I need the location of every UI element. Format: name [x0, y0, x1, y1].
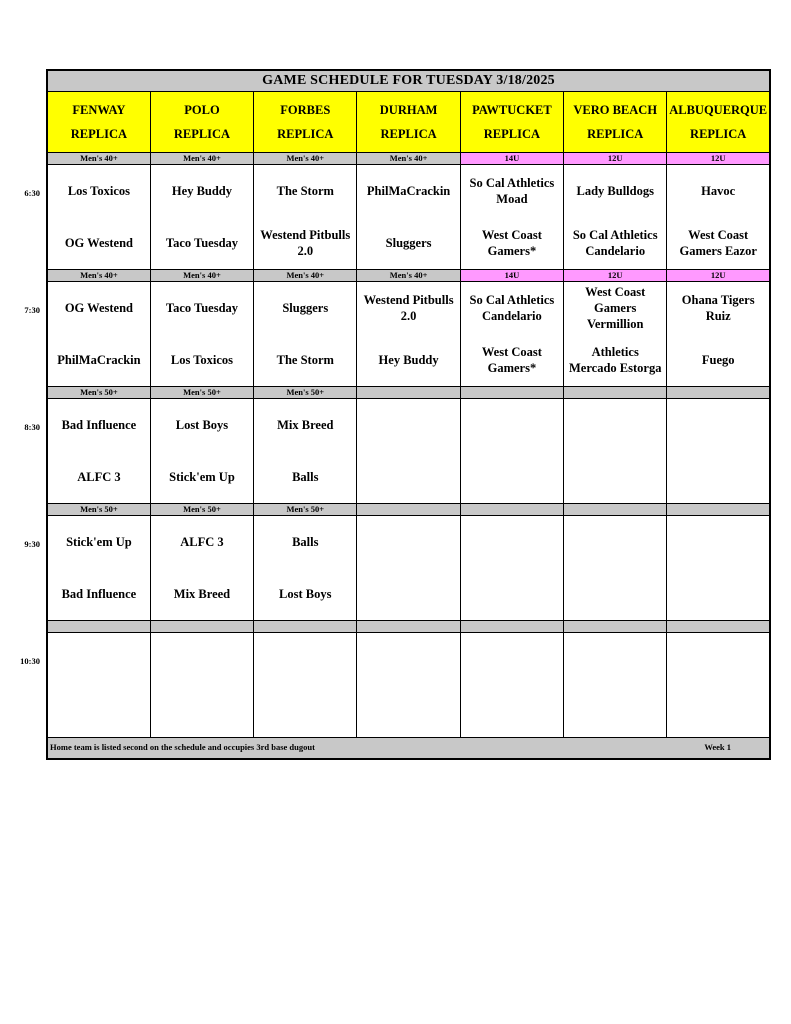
home-team: Balls [292, 470, 319, 484]
game-cell [564, 633, 667, 738]
field-subtitle: REPLICA [690, 127, 747, 141]
game-cell [357, 399, 460, 504]
division-row [47, 387, 770, 399]
game-cell [460, 399, 563, 504]
home-team: West Coast Gamers* [481, 345, 542, 375]
away-team: Lost Boys [175, 418, 229, 432]
division-label [150, 621, 253, 633]
division-row [47, 270, 770, 282]
schedule-sheet [46, 69, 771, 760]
division-label [460, 387, 563, 399]
home-team: Hey Buddy [378, 353, 439, 367]
division-label [667, 621, 770, 633]
game-cell [667, 165, 770, 270]
home-team [357, 451, 459, 503]
game-cell [254, 165, 357, 270]
game-cell [460, 165, 563, 270]
home-team [357, 685, 459, 737]
game-row [47, 399, 770, 504]
away-team [564, 633, 666, 685]
home-team: Mix Breed [173, 587, 231, 601]
field-name: PAWTUCKET [472, 103, 552, 117]
away-team: Balls [292, 535, 319, 549]
game-cell [150, 516, 253, 621]
away-team [667, 399, 769, 451]
game-cell [254, 516, 357, 621]
game-cell [47, 282, 150, 387]
away-team: The Storm [276, 184, 334, 198]
away-team: Sluggers [282, 301, 329, 315]
field-header-3 [254, 92, 357, 153]
game-row [47, 516, 770, 621]
game-row [47, 165, 770, 270]
field-subtitle: REPLICA [173, 127, 231, 141]
footer-row [47, 738, 770, 760]
field-name: FORBES [280, 103, 331, 117]
division-label: 12U [564, 270, 667, 282]
field-name: VERO BEACH [573, 103, 658, 117]
time-label: 9:30 [24, 538, 40, 549]
field-subtitle: REPLICA [70, 127, 128, 141]
game-cell [667, 633, 770, 738]
field-subtitle: REPLICA [277, 127, 334, 141]
field-header-1 [47, 92, 150, 153]
division-label: 12U [667, 153, 770, 165]
home-team: West Coast Gamers Eazor [679, 228, 757, 258]
division-label: Men's 40+ [150, 153, 253, 165]
division-row [47, 504, 770, 516]
division-label [564, 387, 667, 399]
game-cell [150, 282, 253, 387]
home-team: So Cal Athletics Candelario [572, 228, 658, 258]
away-team: Westend Pitbulls 2.0 [363, 293, 454, 323]
division-label [47, 621, 150, 633]
away-team: Hey Buddy [171, 184, 233, 198]
home-team: Lost Boys [279, 587, 332, 601]
division-label [254, 621, 357, 633]
game-cell [150, 399, 253, 504]
home-team: Sluggers [385, 236, 432, 250]
division-row [47, 621, 770, 633]
division-label: Men's 40+ [150, 270, 253, 282]
division-label: 14U [460, 153, 563, 165]
division-label [460, 621, 563, 633]
field-subtitle: REPLICA [380, 127, 437, 141]
field-subtitle: REPLICA [483, 127, 541, 141]
game-cell [564, 282, 667, 387]
game-row [47, 633, 770, 738]
division-label: Men's 40+ [254, 270, 357, 282]
away-team: Havoc [701, 184, 736, 198]
home-team: Athletics Mercado Estorga [568, 345, 662, 375]
away-team [564, 399, 666, 451]
field-name: FENWAY [72, 103, 126, 117]
away-team [254, 633, 356, 685]
home-team: Taco Tuesday [165, 236, 239, 250]
home-team: Westend Pitbulls 2.0 [260, 228, 351, 258]
field-header-4 [357, 92, 460, 153]
division-label: Men's 50+ [150, 387, 253, 399]
home-team: OG Westend [64, 236, 133, 250]
game-cell [564, 399, 667, 504]
footer-bar [47, 738, 770, 760]
division-label: Men's 40+ [357, 270, 460, 282]
game-cell [667, 282, 770, 387]
home-team [254, 685, 356, 737]
home-team [564, 685, 666, 737]
division-label: Men's 40+ [47, 270, 150, 282]
home-team [564, 451, 666, 503]
home-team: Los Toxicos [170, 353, 234, 367]
field-name: DURHAM [379, 103, 438, 117]
home-team: Bad Influence [61, 587, 137, 601]
game-cell [460, 633, 563, 738]
game-cell [150, 165, 253, 270]
game-cell [564, 165, 667, 270]
home-team: The Storm [276, 353, 334, 367]
game-cell [47, 516, 150, 621]
away-team [357, 516, 459, 568]
division-label [460, 504, 563, 516]
division-label: Men's 50+ [47, 387, 150, 399]
home-team [564, 568, 666, 620]
field-header-6 [564, 92, 667, 153]
home-team: Fuego [701, 353, 735, 367]
away-team: PhilMaCrackin [366, 184, 451, 198]
field-subtitle: REPLICA [587, 127, 644, 141]
game-cell [460, 282, 563, 387]
division-label: Men's 50+ [254, 387, 357, 399]
division-label [667, 504, 770, 516]
home-team [461, 685, 563, 737]
division-label: Men's 50+ [254, 504, 357, 516]
home-team [667, 451, 769, 503]
home-team [461, 568, 563, 620]
title-row [47, 70, 770, 92]
away-team: So Cal Athletics Candelario [469, 293, 555, 323]
away-team [461, 399, 563, 451]
field-header-7 [667, 92, 770, 153]
week-label: Week 1 [704, 742, 731, 752]
division-label [564, 621, 667, 633]
away-team [461, 633, 563, 685]
division-label [564, 504, 667, 516]
away-team [667, 633, 769, 685]
home-team [151, 685, 253, 737]
game-cell [357, 282, 460, 387]
game-cell [357, 516, 460, 621]
home-team [357, 568, 459, 620]
game-cell [564, 516, 667, 621]
division-label: Men's 50+ [150, 504, 253, 516]
game-cell [47, 165, 150, 270]
away-team: OG Westend [64, 301, 133, 315]
division-label: Men's 40+ [47, 153, 150, 165]
game-cell [254, 633, 357, 738]
time-label: 7:30 [24, 304, 40, 315]
away-team: Ohana Tigers Ruiz [681, 293, 755, 323]
game-cell [47, 633, 150, 738]
division-label: 12U [667, 270, 770, 282]
division-label [667, 387, 770, 399]
away-team [357, 399, 459, 451]
away-team: Lady Bulldogs [576, 184, 654, 198]
schedule-table [46, 69, 771, 760]
division-label: Men's 40+ [357, 153, 460, 165]
home-team [48, 685, 150, 737]
away-team: ALFC 3 [180, 535, 224, 549]
home-team [667, 568, 769, 620]
home-team: ALFC 3 [77, 470, 121, 484]
game-cell [357, 165, 460, 270]
division-label: Men's 50+ [47, 504, 150, 516]
division-label [357, 621, 460, 633]
home-team: Stick'em Up [169, 470, 235, 484]
away-team: Stick'em Up [66, 535, 132, 549]
home-team [667, 685, 769, 737]
game-cell [667, 516, 770, 621]
away-team [667, 516, 769, 568]
game-cell [667, 399, 770, 504]
division-label: 14U [460, 270, 563, 282]
game-cell [357, 633, 460, 738]
game-cell [47, 399, 150, 504]
field-header-2 [150, 92, 253, 153]
away-team [357, 633, 459, 685]
field-header-row [47, 92, 770, 153]
division-label [357, 387, 460, 399]
home-team-note: Home team is listed second on the schedule and occupies 3rd base dugout [50, 742, 315, 752]
home-team [461, 451, 563, 503]
field-header-5 [460, 92, 563, 153]
game-cell [150, 633, 253, 738]
time-label: 10:30 [20, 655, 40, 666]
time-label: 6:30 [24, 187, 40, 198]
game-row [47, 282, 770, 387]
away-team: So Cal Athletics Moad [469, 176, 555, 206]
division-label [357, 504, 460, 516]
game-cell [254, 282, 357, 387]
game-cell [254, 399, 357, 504]
away-team [564, 516, 666, 568]
away-team [151, 633, 253, 685]
away-team [48, 633, 150, 685]
division-label: Men's 40+ [254, 153, 357, 165]
division-label: 12U [564, 153, 667, 165]
away-team: Taco Tuesday [165, 301, 239, 315]
time-label: 8:30 [24, 421, 40, 432]
away-team: Mix Breed [277, 418, 334, 432]
away-team: Los Toxicos [67, 184, 130, 198]
away-team: West Coast Gamers Vermillion [585, 285, 646, 331]
home-team: West Coast Gamers* [481, 228, 542, 258]
division-row [47, 153, 770, 165]
field-name: ALBUQUERQUE [669, 103, 768, 117]
home-team: PhilMaCrackin [57, 353, 141, 367]
away-team [461, 516, 563, 568]
field-name: POLO [184, 103, 220, 117]
game-cell [460, 516, 563, 621]
schedule-title: GAME SCHEDULE FOR TUESDAY 3/18/2025 [47, 70, 770, 92]
away-team: Bad Influence [61, 418, 137, 432]
